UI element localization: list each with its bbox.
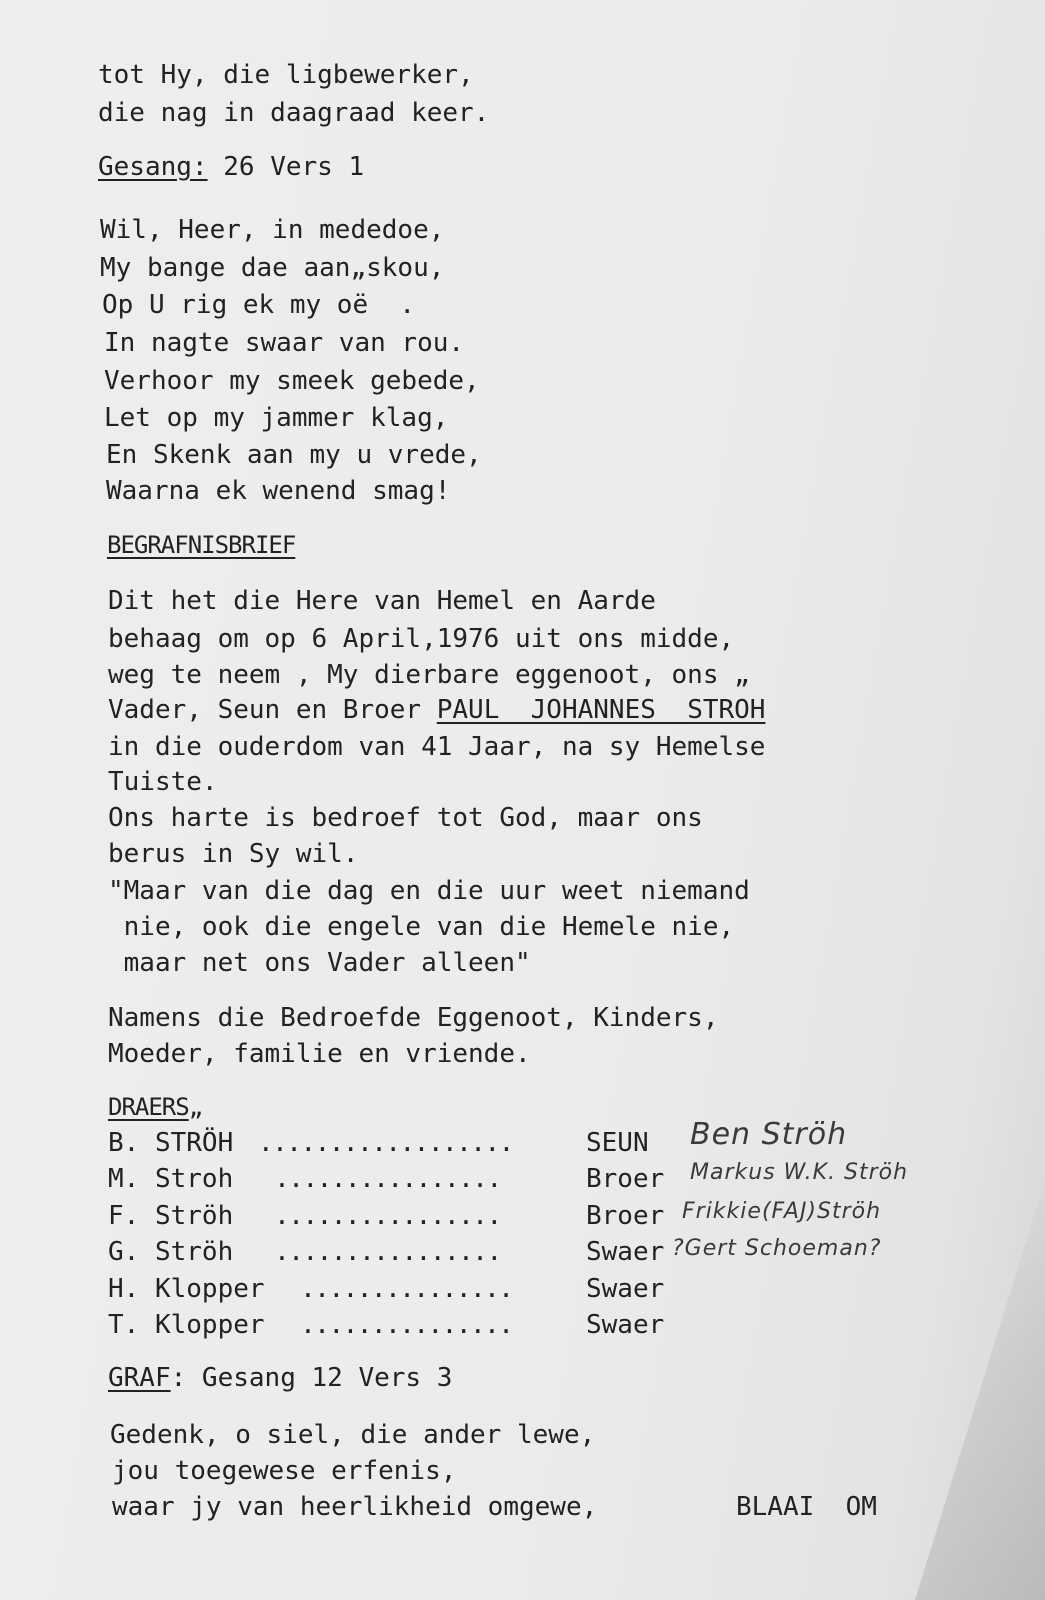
grave-hymn-line: Gedenk, o siel, die ander lewe, bbox=[110, 1420, 596, 1450]
grave-ref: Gesang 12 Vers 3 bbox=[186, 1363, 453, 1393]
bearer-dots: ............... bbox=[286, 1274, 513, 1304]
bearer-dots: ............... bbox=[286, 1310, 513, 1340]
handwritten-note: ?Gert Schoeman? bbox=[672, 1236, 882, 1261]
bearer-name: B. STRÖH bbox=[108, 1128, 234, 1158]
page-fold bbox=[915, 1180, 1045, 1600]
letter-closing-line: Moeder, familie en vriende. bbox=[108, 1039, 531, 1069]
bearers-heading-mark: „ bbox=[188, 1093, 203, 1121]
letter-heading: BEGRAFNISBRIEF bbox=[107, 531, 296, 559]
letter-line: Ons harte is bedroef tot God, maar ons bbox=[108, 803, 703, 833]
bearer-dots: .................. bbox=[258, 1128, 513, 1158]
hymn1-heading bbox=[98, 152, 364, 182]
hymn1-line: My bange dae aan„skou, bbox=[100, 253, 445, 283]
bearers-heading bbox=[108, 1092, 202, 1122]
bearer-relation: Swaer bbox=[586, 1274, 665, 1304]
grave-label: GRAF bbox=[108, 1363, 171, 1393]
bearer-relation: Swaer bbox=[586, 1237, 665, 1267]
hymn1-ref: 26 Vers 1 bbox=[207, 152, 365, 182]
grave-hymn-line: waar jy van heerlikheid omgewe, bbox=[112, 1492, 598, 1522]
hymn1-line: Let op my jammer klag, bbox=[104, 403, 449, 433]
bearer-dots: ................ bbox=[260, 1164, 501, 1194]
bearer-relation: Broer bbox=[586, 1164, 665, 1194]
hymn1-line: In nagte swaar van rou. bbox=[104, 328, 465, 358]
bearer-dots: ................ bbox=[260, 1237, 501, 1267]
handwritten-note: Markus W.K. Ströh bbox=[690, 1160, 909, 1185]
bearer-relation: Broer bbox=[586, 1201, 665, 1231]
letter-line-prefix: Vader, Seun en Broer bbox=[108, 695, 437, 725]
hymn1-line: Verhoor my smeek gebede, bbox=[104, 366, 480, 396]
hymn1-line: Op U rig ek my oë . bbox=[102, 290, 416, 320]
hymn1-line: Waarna ek wenend smag! bbox=[106, 476, 451, 506]
handwritten-note: Frikkie(FAJ)Ströh bbox=[682, 1199, 882, 1224]
hymn1-line: Wil, Heer, in mededoe, bbox=[100, 215, 445, 245]
turn-over-note: BLAAI OM bbox=[736, 1492, 877, 1522]
bearers-heading-label: DRAERS bbox=[108, 1093, 189, 1121]
deceased-name: PAUL JOHANNES STROH bbox=[436, 695, 766, 725]
scripture-quote-line: "Maar van die dag en die uur weet niemand bbox=[108, 876, 750, 906]
bearer-dots: ................ bbox=[260, 1201, 501, 1231]
opening-line-2: die nag in daagraad keer. bbox=[98, 98, 490, 128]
bearer-name: T. Klopper bbox=[108, 1310, 265, 1340]
scripture-quote-line: maar net ons Vader alleen" bbox=[108, 948, 531, 978]
bearer-name: H. Klopper bbox=[108, 1274, 265, 1304]
letter-closing-line: Namens die Bedroefde Eggenoot, Kinders, bbox=[108, 1003, 719, 1033]
handwritten-note: Ben Ströh bbox=[690, 1117, 848, 1152]
hymn1-label: Gesang: bbox=[98, 152, 208, 182]
opening-line-1: tot Hy, die ligbewerker, bbox=[98, 60, 474, 90]
bearer-relation: Swaer bbox=[586, 1310, 665, 1340]
letter-line: weg te neem , My dierbare eggenoot, ons „ bbox=[108, 660, 750, 690]
bearer-relation: SEUN bbox=[586, 1128, 649, 1158]
letter-line: Dit het die Here van Hemel en Aarde bbox=[108, 586, 656, 616]
grave-hymn-line: jou toegewese erfenis, bbox=[112, 1456, 457, 1486]
letter-line: behaag om op 6 April,1976 uit ons midde, bbox=[108, 624, 735, 654]
letter-line: in die ouderdom van 41 Jaar, na sy Hemelse bbox=[108, 732, 766, 762]
bearer-name: M. Stroh bbox=[108, 1164, 234, 1194]
scripture-quote-line: nie, ook die engele van die Hemele nie, bbox=[108, 912, 735, 942]
bearer-name: G. Ströh bbox=[108, 1237, 234, 1267]
letter-line: berus in Sy wil. bbox=[108, 839, 359, 869]
grave-heading bbox=[108, 1363, 452, 1393]
letter-line-deceased bbox=[108, 695, 765, 725]
bearer-name: F. Ströh bbox=[108, 1201, 234, 1231]
letter-line: Tuiste. bbox=[108, 767, 218, 797]
hymn1-line: En Skenk aan my u vrede, bbox=[106, 440, 482, 470]
grave-colon: : bbox=[170, 1363, 187, 1393]
